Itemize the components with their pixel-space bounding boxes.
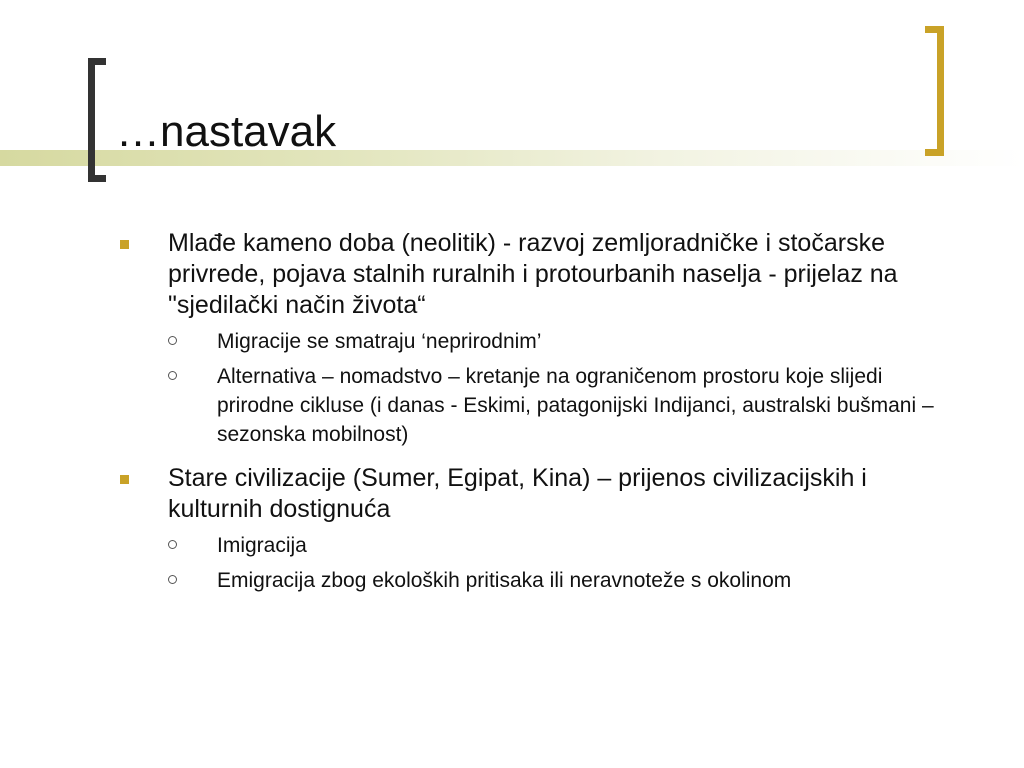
bullet-text: Mlađe kameno doba (neolitik) - razvoj zemljoradničke i stočarske privrede, pojava stalnih ruralnih i protourbanih naselja - prijelaz na "sjedilački način života“ (168, 229, 898, 319)
circle-bullet-icon (168, 336, 177, 345)
bullet-item (120, 228, 960, 321)
circle-bullet-icon (168, 371, 177, 380)
sub-bullet-item (120, 566, 960, 595)
slide-title: …nastavak (116, 107, 337, 156)
slide-content (120, 228, 960, 601)
circle-bullet-icon (168, 540, 177, 549)
sub-bullet-text: Migracije se smatraju ‘neprirodnim’ (217, 330, 542, 353)
left-bracket-decoration (88, 58, 106, 182)
sub-bullet-text: Emigracija zbog ekoloških pritisaka ili neravnoteže s okolinom (217, 569, 792, 592)
sub-bullet-item (120, 362, 960, 449)
sub-bullet-text: Imigracija (217, 534, 307, 557)
sub-bullet-item (120, 531, 960, 560)
square-bullet-icon (120, 240, 129, 249)
square-bullet-icon (120, 475, 129, 484)
bullet-item (120, 463, 960, 525)
bullet-text: Stare civilizacije (Sumer, Egipat, Kina) – prijenos civilizacijskih i kulturnih dostignuća (168, 464, 867, 523)
sub-bullet-item (120, 327, 960, 356)
right-bracket-decoration (925, 26, 944, 156)
circle-bullet-icon (168, 575, 177, 584)
sub-bullet-text: Alternativa – nomadstvo – kretanje na ograničenom prostoru koje slijedi prirodne cikluse (i danas - Eskimi, patagonijski Indijanci, australski bušmani – sezonska mobilnost) (217, 365, 934, 446)
spacer (120, 455, 960, 463)
